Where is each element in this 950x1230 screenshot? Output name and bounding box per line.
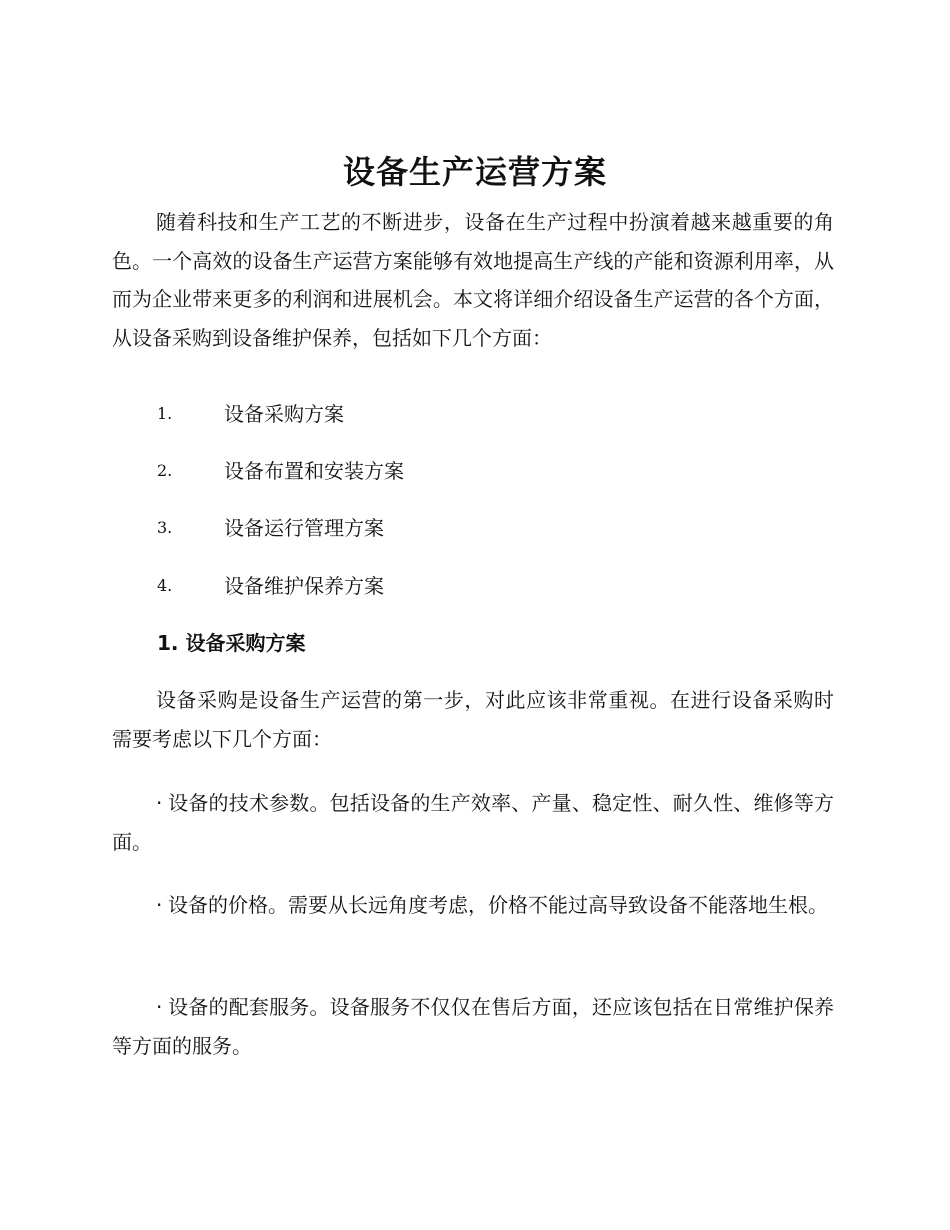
bullet-text: 设备的技术参数。包括设备的生产效率、产量、稳定性、耐久性、维修等方面。	[112, 791, 834, 854]
bullet-paragraph	[112, 886, 834, 925]
bullet-symbol: ·	[156, 791, 163, 815]
list-item-text: 设备运行管理方案	[224, 516, 384, 540]
bullet-paragraph	[112, 988, 834, 1065]
bullet-symbol: ·	[156, 893, 163, 917]
list-item	[112, 456, 834, 486]
bullet-text: 设备的价格。需要从长远角度考虑，价格不能过高导致设备不能落地生根。	[168, 893, 828, 917]
bullet-symbol: ·	[156, 995, 163, 1019]
bullet-paragraph	[112, 784, 834, 861]
list-item-text: 设备维护保养方案	[224, 574, 384, 598]
list-item-text: 设备布置和安装方案	[224, 459, 404, 483]
list-item	[112, 513, 834, 543]
list-item-text: 设备采购方案	[224, 402, 344, 426]
document-title: 设备生产运营方案	[342, 153, 607, 191]
bullet-text: 设备的配套服务。设备服务不仅仅在售后方面，还应该包括在日常维护保养等方面的服务。	[112, 995, 834, 1058]
list-item-number: 4.	[157, 576, 173, 595]
section-paragraph: 设备采购是设备生产运营的第一步，对此应该非常重视。在进行设备采购时需要考虑以下几个方面：	[112, 688, 834, 751]
list-item-number: 1.	[157, 404, 173, 423]
list-item	[112, 399, 834, 429]
intro-paragraph: 随着科技和生产工艺的不断进步，设备在生产过程中扮演着越来越重要的角色。一个高效的设备生产运营方案能够有效地提高生产线的产能和资源利用率，从而为企业带来更多的利润和进展机会。本文将详细介绍设备生产运营的各个方面，从设备采购到设备维护保养，包括如下几个方面：	[112, 210, 834, 350]
list-item-number: 2.	[157, 461, 173, 480]
section-heading: 1. 设备采购方案	[157, 631, 306, 655]
list-item	[112, 571, 834, 601]
list-item-number: 3.	[157, 518, 173, 537]
